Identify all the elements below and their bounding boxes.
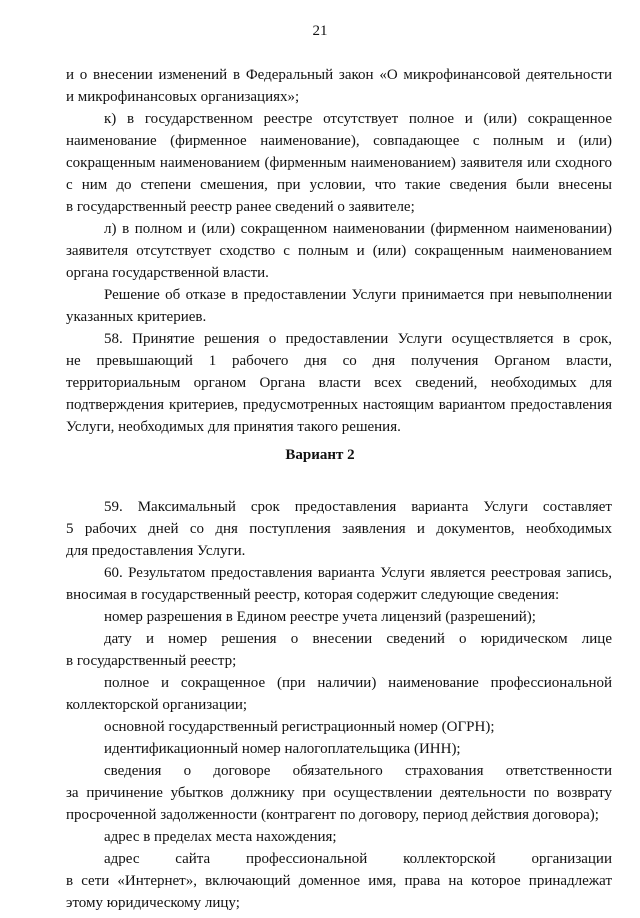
text-line: для предоставления Услуги. <box>66 543 246 559</box>
text-line: идентификационный номер налогоплательщика (ИНН); <box>104 741 461 757</box>
text-line: в государственный реестр; <box>66 653 237 669</box>
text-line: органа государственной власти. <box>66 265 269 281</box>
text-line: сведения о договоре обязательного страхования ответственности <box>104 763 612 779</box>
text-line: за причинение убытков должнику при осуществлении деятельности по возврату <box>66 785 612 801</box>
text-line: адрес в пределах места нахождения; <box>104 829 337 845</box>
text-line: Решение об отказе в предоставлении Услуги принимается при невыполнении <box>104 287 612 303</box>
text-line: 59. Максимальный срок предоставления варианта Услуги составляет <box>104 499 612 515</box>
page-number: 21 <box>312 23 328 39</box>
text-line: 60. Результатом предоставления варианта Услуги является реестровая запись, <box>104 565 612 581</box>
text-line: номер разрешения в Едином реестре учета лицензий (разрешений); <box>104 609 536 625</box>
text-line: Услуги, необходимых для принятия такого решения. <box>66 419 401 435</box>
text-line: территориальным органом Органа власти всех сведений, необходимых для <box>66 375 612 391</box>
text-line: полное и сокращенное (при наличии) наименование профессиональной <box>104 675 612 691</box>
text-line: в государственный реестр ранее сведений о заявителе; <box>66 199 415 215</box>
text-line: вносимая в государственный реестр, которая содержит следующие сведения: <box>66 587 560 603</box>
text-line: наименование (фирменное наименование), совпадающее с полным и (или) <box>66 133 612 149</box>
text-line: 58. Принятие решения о предоставлении Услуги осуществляется в срок, <box>104 331 612 347</box>
text-line: подтверждения критериев, предусмотренных настоящим вариантом предоставления <box>66 397 612 413</box>
text-line: не превышающий 1 рабочего дня со дня получения Органом власти, <box>66 353 612 369</box>
text-line: заявителя отсутствует сходство с полным и (или) сокращенным наименованием <box>66 243 612 259</box>
text-line: 5 рабочих дней со дня поступления заявления и документов, необходимых <box>66 521 612 537</box>
text-line: указанных критериев. <box>66 309 207 325</box>
text-line: этому юридическому лицу; <box>66 895 240 911</box>
text-line: и о внесении изменений в Федеральный закон «О микрофинансовой деятельности <box>66 67 612 83</box>
text-line: к) в государственном реестре отсутствует полное и (или) сокращенное <box>104 111 612 127</box>
text-line: адрес сайта профессиональной коллекторской организации <box>104 851 612 867</box>
text-line: с ним до степени смешения, при условии, что такие сведения были внесены <box>66 177 612 193</box>
text-line: в сети «Интернет», включающий доменное имя, права на которое принадлежат <box>66 873 612 889</box>
text-line: сокращенным наименованием (фирменным наименованием) заявителя или сходного <box>66 155 612 171</box>
text-line: просроченной задолженности (контрагент по договору, период действия договора); <box>66 807 599 823</box>
text-line: и микрофинансовых организациях»; <box>66 89 300 105</box>
text-line: дату и номер решения о внесении сведений о юридическом лице <box>104 631 612 647</box>
section-heading: Вариант 2 <box>285 447 355 463</box>
text-line: л) в полном и (или) сокращенном наименовании (фирменном наименовании) <box>104 221 612 237</box>
text-line: основной государственный регистрационный номер (ОГРН); <box>104 719 495 735</box>
text-line: коллекторской организации; <box>66 697 248 713</box>
